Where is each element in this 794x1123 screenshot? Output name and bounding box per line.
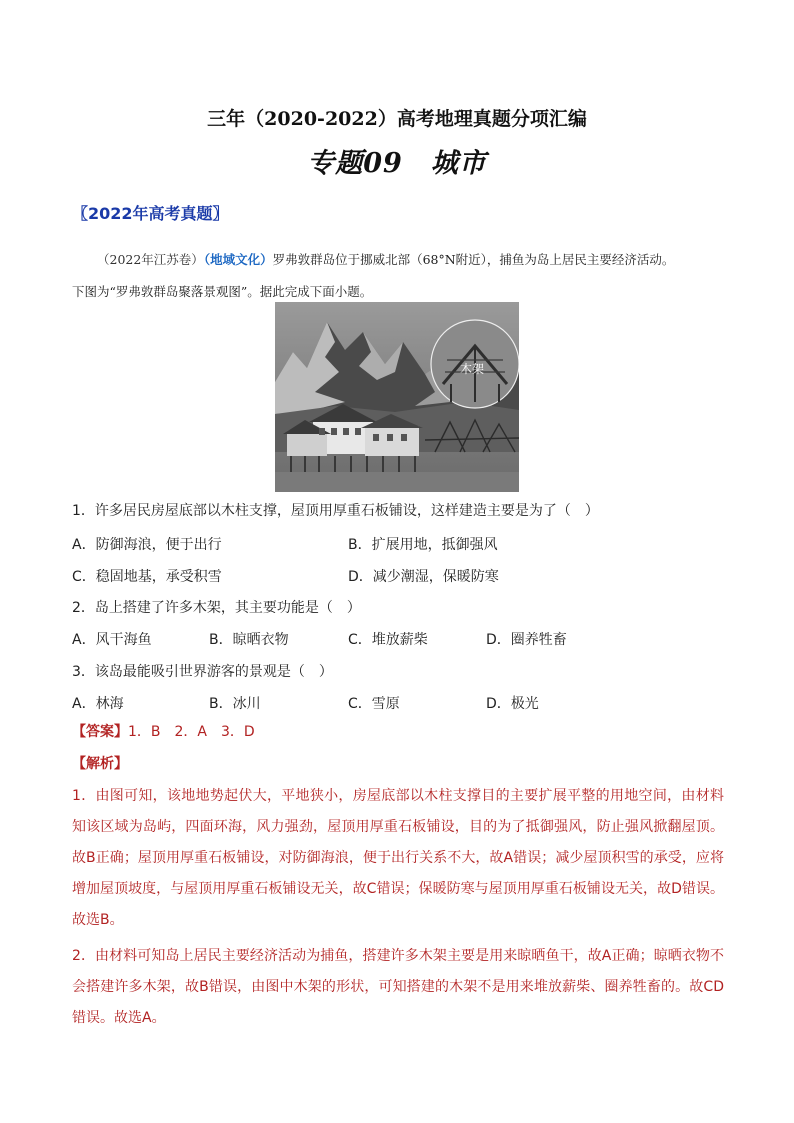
intro-tag: （地域文化） [203, 252, 273, 267]
question-3-stem: 3．该岛最能吸引世界游客的景观是（ ） [72, 664, 333, 680]
question-1-option-b: B．扩展用地，抵御强风 [348, 537, 498, 553]
question-1-option-d: D．减少潮湿，保暖防寒 [348, 569, 499, 585]
question-3-option-c: C．雪原 [348, 696, 400, 712]
intro-text-1: 罗弗敦群岛位于挪威北部（68°N附近），捕鱼为岛上居民主要经济活动。 [272, 252, 675, 267]
analysis-label: 【解析】 [72, 756, 128, 772]
section-heading: 〖2022年高考真题〗 [72, 204, 229, 223]
question-1-option-a: A．防御海浪，便于出行 [72, 537, 222, 553]
analysis-paragraph-1: 1．由图可知，该地地势起伏大，平地狭小，房屋底部以木柱支撑目的主要扩展平整的用地空间，由材料知该区域为岛屿，四面环海，风力强劲，屋顶用厚重石板铺设，目的为了抵御强风，防止强风掀翻屋顶。故B正确；屋顶用厚重石板铺设，对防御海浪，便于出行关系不大，故A错误；减少屋顶积雪的承受，应将增加屋顶坡度，与屋顶用厚重石板铺设无关，故C错误；保暖防寒与屋顶用厚重石板铺设无关，故D错误。故选B。 [72, 788, 724, 928]
answer-block [72, 721, 255, 741]
analysis-paragraph-2: 2．由材料可知岛上居民主要经济活动为捕鱼，搭建许多木架主要是用来晾晒鱼干，故A正确；晾晒衣物不会搭建许多木架，故B错误，由图中木架的形状，可知搭建的木架不是用来堆放薪柴、圈养牲畜的。故CD错误。故选A。 [72, 948, 724, 1026]
answer-label: 【答案】 [72, 724, 128, 740]
question-2-option-c: C．堆放薪柴 [348, 632, 428, 648]
question-2-stem: 2．岛上搭建了许多木架，其主要功能是（ ） [72, 600, 361, 616]
question-3-option-b: B．冰川 [209, 696, 261, 712]
answer-text: 1．B 2．A 3．D [128, 724, 255, 740]
question-3-option-a: A．林海 [72, 696, 124, 712]
question-2-option-b: B．晾晒衣物 [209, 632, 289, 648]
question-2-option-d: D．圈养牲畜 [486, 632, 567, 648]
question-intro [72, 244, 728, 308]
intro-line-1 [72, 244, 728, 276]
document-title: 三年（2020-2022）高考地理真题分项汇编 [207, 108, 587, 130]
question-2-option-a: A．风干海鱼 [72, 632, 152, 648]
intro-text-2: 下图为“罗弗敦群岛聚落景观图”。据此完成下面小题。 [72, 284, 373, 299]
question-1-stem: 1．许多居民房屋底部以木柱支撑，屋顶用厚重石板铺设，这样建造主要是为了（ ） [72, 503, 599, 519]
wooden-rack-label: 木架 [460, 362, 485, 376]
topic-title: 专题09 城市 [307, 148, 487, 179]
intro-source: （2022年江苏卷） [97, 252, 204, 267]
settlement-photo [275, 302, 519, 492]
settlement-photo-graphic [275, 302, 519, 492]
question-3-option-d: D．极光 [486, 696, 539, 712]
question-1-option-c: C．稳固地基，承受积雪 [72, 569, 222, 585]
